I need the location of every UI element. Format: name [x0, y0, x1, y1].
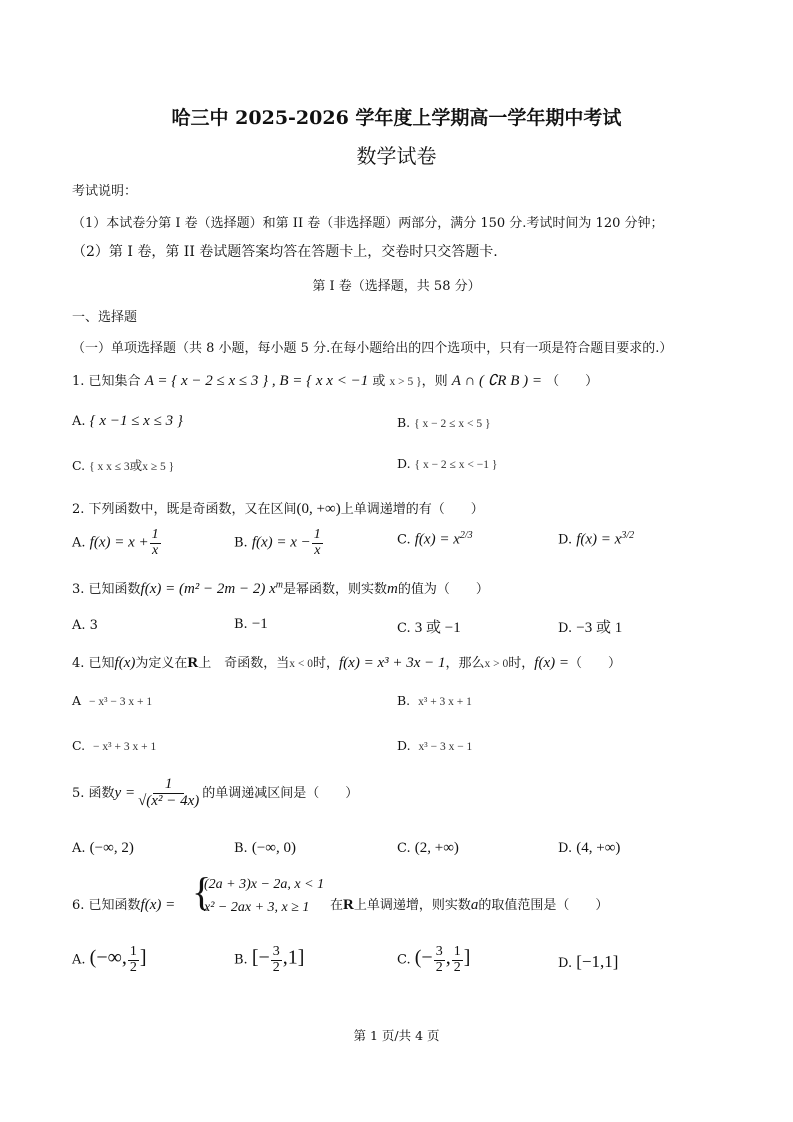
- option-label: C.: [72, 458, 86, 473]
- question-1-stem: [72, 370, 598, 390]
- option-label: A: [72, 693, 82, 708]
- q1-option-c: [72, 456, 174, 474]
- q3-option-c: [397, 616, 461, 637]
- option-label: A.: [72, 414, 86, 429]
- q5-option-b: [234, 840, 296, 857]
- question-3-stem: [72, 578, 489, 598]
- fraction-denominator: x: [314, 542, 321, 558]
- fraction-numerator: 3: [272, 944, 280, 959]
- option-label: A.: [72, 952, 86, 968]
- q4-prefix: 4. 已知: [72, 656, 115, 671]
- option-mid: ,: [445, 946, 451, 969]
- q6-case-1: (2a + 3)x − 2a, x < 1: [204, 877, 325, 892]
- fraction-numerator: 1: [153, 777, 185, 794]
- option-label: B.: [234, 617, 248, 632]
- option-label: D.: [397, 456, 411, 471]
- instruction-item-2: （2）第 I 卷，第 II 卷试题答案均答在答题卡上，交卷时只交答题卡.: [72, 244, 498, 260]
- piecewise-brace: {: [192, 869, 212, 914]
- option-text: −1: [251, 616, 268, 632]
- q4-mid3: 时，: [313, 656, 340, 671]
- q1-set-tail: x > 5 }: [389, 376, 422, 388]
- q3-var: m: [387, 581, 398, 597]
- q4-mid2: 上 奇函数，当: [198, 656, 290, 671]
- q3-option-b: [234, 616, 268, 633]
- q4-f: f(x): [114, 655, 136, 671]
- fraction-numerator: 1: [151, 527, 159, 542]
- question-6-stem: [330, 894, 608, 914]
- option-label: D.: [558, 532, 573, 548]
- option-text: (2, +∞): [414, 840, 459, 856]
- q6-option-c: [397, 945, 470, 975]
- option-text: { x − 2 ≤ x < 5 }: [414, 418, 491, 430]
- q1-or: 或: [372, 374, 386, 389]
- option-text: 3: [89, 618, 98, 633]
- q6-var: a: [470, 897, 479, 913]
- fraction-denominator: 2: [435, 959, 443, 975]
- question-2-stem: [72, 498, 484, 518]
- option-label: A.: [72, 618, 86, 633]
- q2-option-b: [234, 528, 324, 558]
- q1-paren: （ ）: [546, 374, 599, 389]
- q6-case-2: x² − 2ax + 3, x ≥ 1: [204, 900, 310, 915]
- q5-suffix: 的单调递减区间是（ ）: [202, 785, 359, 801]
- option-label: C.: [72, 738, 86, 753]
- option-text: [−1,1]: [576, 952, 619, 971]
- instruction-item-1: （1）本试卷分第 I 卷（选择题）和第 II 卷（非选择题）两部分，满分 150 分.考试时间为 120 分钟；: [72, 216, 664, 231]
- q4-cond2: x > 0: [484, 658, 509, 670]
- fraction-denominator: √(x² − 4x): [138, 792, 200, 809]
- q1-option-d: [397, 456, 497, 471]
- q6-mid2: 上单调递增，则实数: [353, 898, 471, 913]
- option-label: B.: [234, 952, 248, 968]
- q2-prefix: 2. 下列函数中，既是奇函数，又在区间: [72, 502, 297, 517]
- option-post: ]: [463, 946, 471, 969]
- option-fraction: [271, 945, 282, 975]
- exam-title: 哈三中 2025-2026 学年度上学期高一学年期中考试: [171, 107, 622, 129]
- q1-option-a: [72, 413, 183, 430]
- q4-paren: （ ）: [568, 656, 621, 671]
- q1-option-b: [397, 415, 490, 430]
- q3-option-a: [72, 618, 98, 633]
- fraction-denominator: 2: [453, 959, 461, 975]
- question-4-stem: [72, 652, 621, 672]
- option-label: C.: [397, 952, 411, 968]
- q3-exponent: m: [275, 579, 284, 591]
- q4-expr: f(x) = x³ + 3x − 1: [339, 655, 446, 671]
- option-text-2: x ≥ 5 }: [142, 461, 175, 473]
- q2-interval: (0, +∞): [296, 501, 341, 517]
- q5-option-a: [72, 840, 134, 857]
- fraction-numerator: 3: [435, 944, 443, 959]
- q4-mid5: 时，: [508, 656, 535, 671]
- option-fraction: [434, 945, 445, 975]
- q3-function: f(x) = (m² − 2m − 2) x: [140, 581, 276, 597]
- option-label: D.: [558, 621, 573, 636]
- option-label: C.: [397, 621, 411, 636]
- q6-prefix-text: 6. 已知函数: [72, 898, 141, 913]
- q5-y: y =: [114, 784, 136, 801]
- q6-option-a: [72, 945, 147, 975]
- option-fraction: [150, 528, 161, 558]
- fraction-numerator: 1: [313, 527, 321, 542]
- option-text: f(x) = x −: [251, 534, 311, 551]
- option-label: D.: [558, 841, 573, 856]
- q1-sets: A = { x − 2 ≤ x ≤ 3 } , B = { x x < −1: [144, 373, 369, 389]
- q2-option-a: [72, 528, 162, 558]
- q6-mid: 在: [330, 898, 344, 913]
- fraction-numerator: 1: [129, 944, 137, 959]
- option-label: A.: [72, 841, 86, 856]
- option-text: { x −1 ≤ x ≤ 3 }: [89, 413, 183, 429]
- option-fraction: [312, 528, 323, 558]
- option-label: A.: [72, 535, 86, 551]
- fraction-denominator: x: [152, 542, 159, 558]
- q4-mid1: 为定义在: [135, 656, 188, 671]
- option-text: f(x) = x: [414, 531, 460, 548]
- option-text: x³ + 3 x + 1: [418, 696, 472, 708]
- option-text: (−∞, 0): [251, 840, 296, 856]
- q5-option-d: [558, 840, 620, 857]
- option-text: (4, +∞): [576, 840, 621, 856]
- q4-option-c: [72, 738, 156, 753]
- q6-f: f(x) =: [140, 897, 176, 913]
- option-text: f(x) = x: [576, 531, 622, 548]
- q4-mid4: ，那么: [445, 656, 485, 671]
- q2-suffix: 上单调递增的有（ ）: [340, 502, 484, 517]
- exam-subtitle: 数学试卷: [356, 144, 437, 168]
- fraction-denominator: 2: [272, 959, 280, 975]
- subsection-heading: （一）单项选择题（共 8 小题，每小题 5 分.在每小题给出的四个选项中，只有一项是符合题目要求的.）: [72, 341, 673, 356]
- option-text: −3 或 1: [576, 620, 623, 636]
- option-post: ]: [139, 946, 147, 969]
- q6-option-d: [558, 952, 618, 972]
- option-label: D.: [558, 956, 573, 971]
- q2-option-d: [558, 530, 634, 548]
- option-label: B.: [397, 415, 411, 430]
- q3-suffix: 的值为（ ）: [397, 582, 489, 597]
- option-text: { x x ≤ 3: [89, 461, 130, 473]
- section-heading: 一、选择题: [72, 310, 138, 325]
- option-exponent: 3/2: [621, 530, 635, 541]
- option-pre: (−∞,: [89, 946, 127, 969]
- fraction-numerator: 1: [453, 944, 461, 959]
- fraction-denominator: 2: [129, 959, 137, 975]
- question-5-stem: [72, 777, 358, 810]
- option-post: ,1]: [282, 946, 305, 969]
- q2-option-c: [397, 530, 473, 548]
- q3-mid: 是幂函数，则实数: [283, 582, 388, 597]
- q1-prefix: 1. 已知集合: [72, 374, 141, 389]
- q5-fraction: [136, 777, 201, 810]
- option-label: C.: [397, 532, 411, 548]
- q4-option-d: [397, 738, 472, 753]
- option-or: 或: [129, 458, 143, 473]
- option-label: B.: [397, 693, 411, 708]
- option-pre: (−: [414, 946, 433, 969]
- option-text: − x³ + 3 x + 1: [93, 741, 157, 753]
- q4-option-b: [397, 693, 472, 708]
- q1-expr: A ∩ ( ∁R B ) =: [451, 373, 543, 389]
- q4-cond: x < 0: [289, 658, 313, 670]
- q1-then: ，则: [421, 374, 448, 389]
- part1-heading: 第 I 卷（选择题，共 58 分）: [312, 279, 481, 294]
- option-label: C.: [397, 841, 411, 856]
- option-fraction: [128, 945, 139, 975]
- option-fraction-2: [452, 945, 463, 975]
- q6-prefix: [72, 894, 175, 914]
- q6-suffix: 的取值范围是（ ）: [478, 898, 609, 913]
- option-text: f(x) = x +: [89, 534, 149, 551]
- instructions-heading: 考试说明：: [72, 184, 138, 199]
- q4-option-a: [72, 693, 152, 708]
- q3-option-d: [558, 616, 622, 637]
- q3-prefix: 3. 已知函数: [72, 582, 141, 597]
- option-pre: [−: [251, 946, 270, 969]
- option-text: (−∞, 2): [89, 840, 134, 856]
- option-text: { x − 2 ≤ x < −1 }: [414, 459, 498, 471]
- q6-real-set: R: [343, 897, 354, 913]
- q6-option-b: [234, 945, 304, 975]
- option-exponent: 2/3: [459, 530, 473, 541]
- q5-prefix: 5. 函数: [72, 785, 115, 801]
- page-number: 第 1 页/共 4 页: [353, 1028, 440, 1043]
- q4-real-set: R: [187, 655, 199, 671]
- q4-end: f(x) =: [534, 655, 569, 671]
- option-text: x³ − 3 x − 1: [418, 741, 473, 753]
- option-text: 3 或 −1: [414, 620, 461, 636]
- option-text: − x³ − 3 x + 1: [88, 696, 153, 708]
- option-label: B.: [234, 841, 248, 856]
- option-label: D.: [397, 738, 411, 753]
- option-label: B.: [234, 535, 248, 551]
- q5-option-c: [397, 840, 459, 857]
